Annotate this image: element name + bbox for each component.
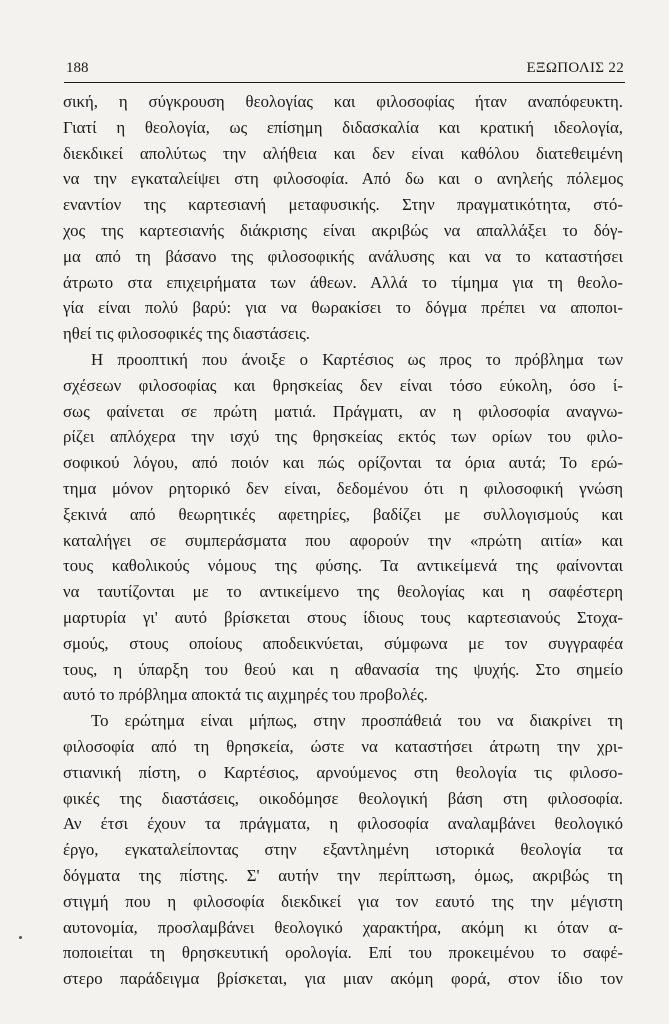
text-line: ξεκινά από θεωρητικές αφετηρίες, βαδίζει με συλλογισμούς και (63, 504, 623, 524)
text-line: καταλήγει σε συμπεράσματα που αφορούν την «πρώτη αιτία» και (63, 530, 623, 550)
scan-speck (19, 936, 22, 939)
text-line: σική, η σύγκρουση θεολογίας και φιλοσοφίας ήταν αναπόφευκτη. (63, 92, 623, 111)
text-line: έργο, εγκαταλείποντας στην εξαντλημένη ιστορικά θεολογία τα (63, 840, 623, 860)
text-line: χος της καρτεσιανής διάκρισης είναι ακριβώς να απαλλάξει το δόγ- (63, 220, 623, 240)
text-line: να την εγκαταλείψει στη φιλοσοφία. Από δω και ο ανηλεής πόλεμος (63, 169, 623, 189)
page-number: 188 (66, 60, 89, 76)
text-line: τημα μόνον ρητορικό δεν είναι, δεδομένου ότι η φιλοσοφική γνώση (63, 478, 623, 498)
text-line: να ταυτίζονται με το αντικείμενο της θεολογίας και η σαφέστερη (63, 582, 623, 602)
journal-title: ΕΞΩΠΟΛΙΣ 22 (526, 60, 624, 76)
text-line: σοφικού λόγου, από ποιόν και πώς ορίζονται τα όρια αυτά; Το ερώ- (63, 453, 623, 473)
text-line: ηθεί τις φιλοσοφικές της διαστάσεις. (63, 324, 310, 344)
text-line: διεκδικεί απολύτως την αλήθεια και δεν είναι καθόλου διατεθειμένη (63, 143, 623, 163)
paragraph (63, 708, 623, 992)
text-line: εναντίον της καρτεσιανή μεταφυσικής. Στην πραγματικότητα, στό- (63, 195, 623, 215)
text-line: Γιατί η θεολογία, ως επίσημη διδασκαλία και κρατική ιδεολογία, (63, 117, 623, 137)
text-line: Το ερώτημα είναι μήπως, στην προσπάθειά του να διακρίνει τη (91, 711, 623, 731)
text-line: στιανική πίστη, ο Καρτέσιος, αρνούμενος στη θεολογία τις φιλοσο- (63, 762, 623, 782)
text-line: μαρτυρία γι' αυτό βρίσκεται στους ίδιους τους καρτεσιανούς Στοχα- (63, 607, 623, 627)
paragraph (63, 89, 623, 347)
text-line: σχέσεων φιλοσοφίας και θρησκείας δεν είναι τόσο εύκολη, όσο ί- (63, 375, 623, 395)
text-line: φιλοσοφία από τη θρησκεία, ώστε να καταστήσει άτρωτη την χρι- (63, 736, 623, 756)
text-line: άτρωτο στα επιχειρήματα των άθεων. Αλλά το τίμημα για τη θεολο- (63, 272, 623, 292)
text-line: τους καθολικούς νόμους της φύσης. Τα αντικείμενά της φαίνονται (63, 556, 623, 576)
text-line: Η προοπτική που άνοιξε ο Καρτέσιος ως προς το πρόβλημα των (91, 349, 623, 369)
text-line: γία είναι πολύ βαρύ: για να θωρακίσει το δόγμα πρέπει να αποποι- (63, 298, 623, 318)
text-line: φικές της διαστάσεις, οικοδόμησε θεολογική βάση στη φιλοσοφία. (63, 788, 623, 808)
text-line: αυτό το πρόβλημα αποκτά τις αιχμηρές του προβολές. (63, 685, 428, 705)
text-line: σως φαίνεται σε πρώτη ματιά. Πράγματι, αν η φιλοσοφία αναγνω- (63, 401, 623, 421)
text-line: τους, η ύπαρξη του θεού και η αθανασία της ψυχής. Στο σημείο (63, 659, 623, 679)
text-line: ρίζει απλόχερα την ισχύ της θρησκείας εκτός των ορίων του φιλο- (63, 427, 623, 447)
running-head (66, 60, 624, 80)
header-rule (64, 82, 625, 83)
text-line: δόγματα της πίστης. Σ' αυτήν την περίπτωση, όμως, ακριβώς τη (63, 865, 623, 885)
body-text (63, 89, 623, 992)
text-line: Αν έτσι έχουν τα πράγματα, η φιλοσοφία αναλαμβάνει θεολογικό (63, 814, 623, 834)
text-line: αυτονομία, προσλαμβάνει θεολογικό χαρακτήρα, ακόμη κι όταν α- (63, 917, 623, 937)
text-line: στερο παράδειγμα βρίσκεται, για μιαν ακόμη φορά, στον ίδιο τον (63, 969, 623, 989)
text-line: μα από τη βάσανο της φιλοσοφικής ανάλυσης και να το καταστήσει (63, 246, 623, 266)
text-line: στιγμή που η φιλοσοφία διεκδικεί για τον εαυτό της την μέγιστη (63, 891, 623, 911)
text-line: σμούς, στους οποίους αποδεικνύεται, σύμφωνα με τον συγγραφέα (63, 633, 623, 653)
text-line: ποποιείται τη θρησκευτική ορολογία. Επί του προκειμένου το σαφέ- (63, 943, 623, 963)
paragraph (63, 347, 623, 708)
